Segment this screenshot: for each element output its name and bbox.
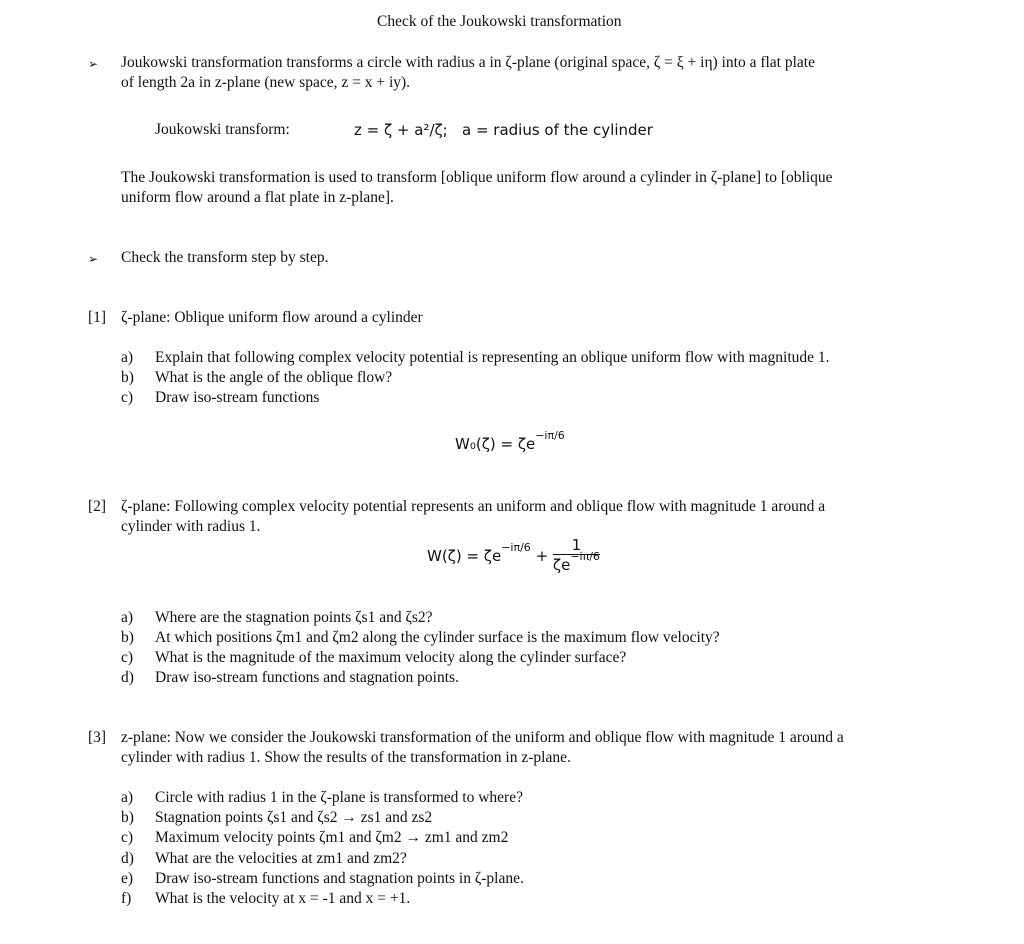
transform-label: Joukowski transform: (155, 121, 290, 138)
item-text: Stagnation points ζs1 and ζs2 → zs1 and zs2 (155, 809, 433, 826)
section-3-heading-line-1: z-plane: Now we consider the Joukowski transformation of the uniform and oblique flow with magnitude 1 around a (121, 729, 844, 746)
section-1-item (121, 348, 830, 368)
item-label: d) (121, 669, 134, 686)
section-1-item (121, 388, 319, 408)
item-text: Draw iso-stream functions and stagnation points. (155, 669, 459, 686)
bullet-step-by-step: Check the transform step by step. (121, 249, 329, 266)
item-label: d) (121, 850, 134, 867)
item-text: What are the velocities at zm1 and zm2? (155, 850, 407, 867)
item-label: e) (121, 870, 134, 887)
equation-w0 (455, 429, 565, 454)
item-label: c) (121, 649, 134, 666)
section-1-item (121, 368, 392, 388)
item-label: a) (121, 789, 134, 806)
page-title: Check of the Joukowski transformation (377, 13, 622, 30)
item-text: At which positions ζm1 and ζm2 along the cylinder surface is the maximum flow velocity? (155, 629, 720, 646)
transform-formula: z = ζ + a²/ζ; (354, 121, 448, 139)
section-2-number: [2] (88, 498, 107, 515)
section-2-heading-line-1: ζ-plane: Following complex velocity potential represents an uniform and oblique flow with magnitude 1 around a (121, 498, 826, 515)
item-text: Draw iso-stream functions and stagnation points in ζ-plane. (155, 870, 524, 887)
section-3-item (121, 808, 432, 828)
item-text: Explain that following complex velocity potential is representing an oblique uniform flow with magnitude 1. (155, 349, 830, 366)
section-1-number: [1] (88, 309, 107, 326)
equation-w0-lhs: W₀(ζ) = ζe (455, 435, 536, 453)
equation-w-numerator: 1 (553, 536, 600, 555)
intro-paragraph-line-2: uniform flow around a flat plate in z-plane]. (121, 189, 394, 206)
section-3-item (121, 828, 508, 848)
item-label: b) (121, 369, 134, 386)
section-2-item (121, 648, 626, 668)
item-label: c) (121, 829, 134, 846)
bullet-icon: ➢ (88, 57, 99, 71)
item-label: b) (121, 629, 134, 646)
item-text: Maximum velocity points ζm1 and ζm2 → zm1 and zm2 (155, 829, 509, 846)
item-label: c) (121, 389, 134, 406)
equation-w0-exponent: −iπ/6 (535, 429, 565, 442)
section-2-item (121, 668, 459, 688)
equation-w-fraction (553, 536, 600, 575)
item-label: a) (121, 609, 134, 626)
section-3-item (121, 849, 407, 869)
section-3-item (121, 788, 523, 808)
equation-w: $W(\zeta) = \zeta e^{-i\pi/6}$ + $\frac{1}{\zeta e^{-i\pi/6}}$ (427, 536, 600, 574)
transform-note: a = radius of the cylinder (462, 121, 653, 139)
equation-w-exponent: −iπ/6 (501, 540, 531, 554)
item-text: What is the magnitude of the maximum velocity along the cylinder surface? (155, 649, 627, 666)
item-text: Draw iso-stream functions (155, 389, 320, 406)
equation-w-lhs: W(ζ) = ζe (427, 546, 502, 565)
item-text: What is the velocity at x = -1 and x = +1. (155, 890, 411, 907)
section-3-number: [3] (88, 729, 107, 746)
item-label: a) (121, 349, 134, 366)
intro-paragraph-line-1: The Joukowski transformation is used to transform [oblique uniform flow around a cylinder in ζ-plane] to [oblique (121, 169, 833, 186)
section-2-item (121, 608, 433, 628)
section-3-item (121, 889, 410, 909)
section-3-item (121, 869, 524, 889)
item-text: Where are the stagnation points ζs1 and ζs2? (155, 609, 433, 626)
item-text: What is the angle of the oblique flow? (155, 369, 393, 386)
intro-line-2: of length 2a in z-plane (new space, z = x + iy). (121, 74, 411, 91)
section-1-heading: ζ-plane: Oblique uniform flow around a cylinder (121, 309, 423, 326)
section-2-item (121, 628, 720, 648)
equation-w-denominator: ζe (552, 556, 571, 574)
intro-line-1: Joukowski transformation transforms a circle with radius a in ζ-plane (original space, ζ = ξ + iη) into a flat plate (121, 54, 815, 71)
item-text: Circle with radius 1 in the ζ-plane is transformed to where? (155, 789, 523, 806)
equation-w-den-exponent: −iπ/6 (570, 550, 600, 563)
item-label: f) (121, 890, 132, 907)
bullet-icon: ➢ (88, 252, 99, 266)
section-2-heading-line-2: cylinder with radius 1. (121, 518, 261, 535)
section-3-heading-line-2: cylinder with radius 1. Show the results of the transformation in z-plane. (121, 749, 571, 766)
item-label: b) (121, 809, 134, 826)
